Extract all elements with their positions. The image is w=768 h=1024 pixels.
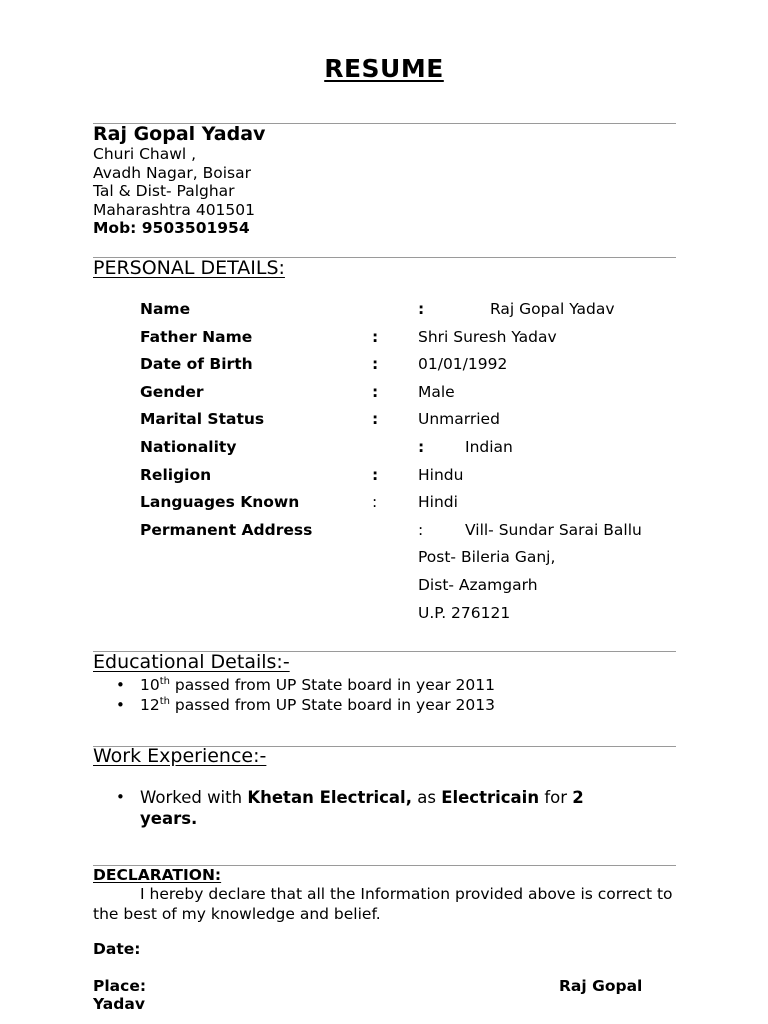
work-text-2: as [411, 788, 442, 807]
work-text-3: for [539, 788, 573, 807]
address-line-1: Churi Chawl , [93, 145, 197, 163]
work-item-line-1 [140, 787, 584, 808]
personal-heading-colon: : [278, 257, 285, 279]
label-date-of-birth: Date of Birth [140, 355, 253, 373]
label-father-name: Father Name [140, 328, 253, 346]
colon-marital-status: : [372, 410, 379, 428]
value-date-of-birth: 01/01/1992 [418, 355, 508, 373]
mobile-number: Mob: 9503501954 [93, 219, 250, 237]
bullet-icon: • [116, 676, 125, 694]
colon-name: : [418, 300, 425, 318]
address-continuation-3: U.P. 276121 [418, 604, 511, 622]
section-heading-personal [93, 257, 285, 279]
value-name: Raj Gopal Yadav [490, 300, 615, 318]
work-years: 2 [572, 788, 584, 807]
edu-1-text: passed from UP State board in year 2011 [170, 676, 495, 694]
value-nationality: Indian [465, 438, 513, 456]
signature-name-first: Raj Gopal [559, 977, 643, 995]
edu-2-text: passed from UP State board in year 2013 [170, 696, 495, 714]
address-continuation-1: Post- Bileria Ganj, [418, 548, 556, 566]
date-label: Date: [93, 940, 141, 958]
label-permanent-address: Permanent Address [140, 521, 313, 539]
signature-name-last: Yadav [93, 995, 145, 1013]
colon-father-name: : [372, 328, 379, 346]
education-item-1 [140, 676, 495, 694]
colon-nationality: : [418, 438, 425, 456]
label-languages-known: Languages Known [140, 493, 300, 511]
colon-religion: : [372, 466, 379, 484]
work-role: Electricain [441, 788, 540, 807]
label-name: Name [140, 300, 191, 318]
declaration-heading: DECLARATION: [93, 866, 222, 884]
bullet-icon: • [116, 696, 125, 714]
address-line-4: Maharashtra 401501 [93, 201, 256, 219]
label-gender: Gender [140, 383, 204, 401]
edu-1-sup: th [159, 676, 170, 687]
address-continuation-2: Dist- Azamgarh [418, 576, 538, 594]
colon-languages-known: : [372, 493, 378, 511]
section-heading-education: Educational Details:- [93, 651, 290, 673]
declaration-text: I hereby declare that all the Information provided above is correct to the best of my knowledge and belief. [93, 885, 673, 923]
work-text-1: Worked with [140, 788, 248, 807]
value-father-name: Shri Suresh Yadav [418, 328, 557, 346]
section-heading-work: Work Experience:- [93, 745, 267, 767]
edu-2-num: 12 [140, 696, 160, 714]
value-languages-known: Hindi [418, 493, 458, 511]
personal-heading-text: PERSONAL DETAILS [93, 257, 279, 279]
edu-2-sup: th [159, 696, 170, 707]
value-religion: Hindu [418, 466, 464, 484]
label-nationality: Nationality [140, 438, 237, 456]
value-gender: Male [418, 383, 455, 401]
value-permanent-address: Vill- Sundar Sarai Ballu [465, 521, 642, 539]
colon-permanent-address: : [418, 521, 424, 539]
resume-title: RESUME [324, 54, 444, 83]
candidate-name: Raj Gopal Yadav [93, 123, 266, 145]
address-line-2: Avadh Nagar, Boisar [93, 164, 251, 182]
edu-1-num: 10 [140, 676, 160, 694]
work-company: Khetan Electrical, [247, 788, 412, 807]
colon-date-of-birth: : [372, 355, 379, 373]
work-item-line-2: years. [140, 809, 198, 828]
value-marital-status: Unmarried [418, 410, 500, 428]
education-item-2 [140, 696, 495, 714]
colon-gender: : [372, 383, 379, 401]
bullet-icon: • [116, 788, 125, 806]
label-religion: Religion [140, 466, 212, 484]
label-marital-status: Marital Status [140, 410, 265, 428]
address-line-3: Tal & Dist- Palghar [93, 182, 235, 200]
place-label: Place: [93, 977, 147, 995]
